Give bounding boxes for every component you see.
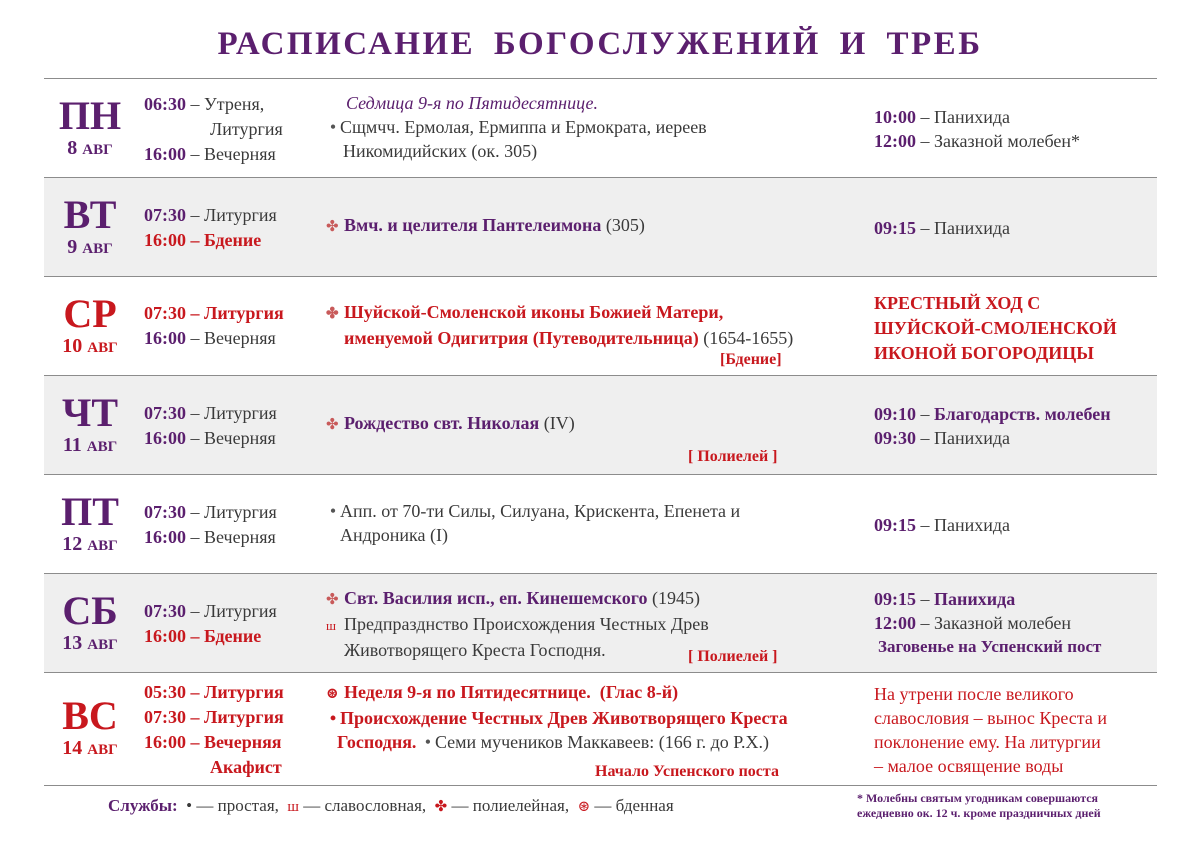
polyeleos-cross-icon: ✤ bbox=[326, 417, 339, 433]
fast-start-note: Начало Успенского поста bbox=[595, 763, 779, 780]
day-label: ЧТ 11 АВГ bbox=[61, 390, 119, 456]
service-times: 07:30 – Литургия 16:00 – Вечерняя bbox=[144, 303, 284, 348]
feast-info: • Апп. от 70-ти Силы, Силуана, Крискента, Епенета и Андроника (I) bbox=[326, 499, 866, 547]
doxology-icon: ш bbox=[326, 618, 337, 633]
service-note: [ Полиелей ] bbox=[688, 448, 778, 465]
day-row-thu bbox=[44, 376, 1157, 474]
feast-info: ✤ Рождество свт. Николая (IV) bbox=[326, 411, 866, 437]
page-title: РАСПИСАНИЕ БОГОСЛУЖЕНИЙ И ТРЕБ bbox=[217, 26, 983, 62]
bullet-icon: • bbox=[329, 501, 337, 521]
day-label: ВТ 9 АВГ bbox=[63, 192, 117, 258]
service-note: [Бдение] bbox=[720, 351, 782, 368]
day-row-tue bbox=[44, 178, 1157, 276]
service-times: 07:30 – Литургия 16:00 – Вечерняя bbox=[144, 502, 277, 547]
week-title: Седмица 9-я по Пятидесятнице. bbox=[346, 93, 599, 113]
footnote: * Молебны святым угодникам совершаются ежедневно ок. 12 ч. кроме праздничных дней bbox=[857, 791, 1101, 820]
day-row-mon bbox=[44, 79, 1157, 177]
fast-eve-note: Заговенье на Успенский пост bbox=[878, 637, 1102, 656]
day-label bbox=[44, 95, 136, 161]
feast-info: ⊛ Неделя 9-я по Пятидесятнице. (Глас 8-й) • Происхождение Честных Древ Животворящего Креста Господня. • Семи мучеников Маккавеев: (166 г. до Р.Х.) bbox=[326, 682, 788, 752]
polyeleos-cross-icon: ✤ bbox=[326, 306, 339, 322]
procession-notice: КРЕСТНЫЙ ХОД С ШУЙСКОЙ-СМОЛЕНСКОЙ ИКОНОЙ БОГОРОДИЦЫ bbox=[874, 293, 1117, 363]
bullet-icon: • bbox=[186, 796, 193, 815]
day-name: ПН bbox=[58, 93, 122, 138]
extra-services: 09:10 – Благодарств. молебен 09:30 – Панихида bbox=[874, 404, 1111, 448]
sunday-notes: На утрени после великого славословия – вынос Креста и поклонение ему. На литургии – малое освящение воды bbox=[874, 684, 1107, 776]
extra-services: 09:15 – Панихида 12:00 – Заказной молебен Заговенье на Успенский пост bbox=[874, 587, 1164, 659]
service-legend: Службы: • — простая, ш — славословная, ✤ — полиелейная, ⊛ — бденная bbox=[108, 796, 674, 815]
day-label: СР 10 АВГ bbox=[62, 291, 118, 357]
feast-info: ✤ Свт. Василия исп., еп. Кинешемского (1945) ш Предпразднство Происхождения Честных Древ Животворящего Креста Господня. bbox=[326, 588, 709, 660]
day-label: ВС 14 АВГ bbox=[62, 693, 118, 759]
day-row-fri bbox=[44, 475, 1157, 573]
vigil-cross-icon: ⊛ bbox=[577, 799, 591, 815]
extra-services: 09:15 – Панихида bbox=[874, 515, 1011, 535]
bullet-icon: • bbox=[329, 117, 337, 137]
polyeleos-cross-icon: ✤ bbox=[326, 592, 339, 608]
service-times: 05:30 – Литургия 07:30 – Литургия 16:00 – Вечерняя Акафист bbox=[144, 682, 284, 777]
polyeleos-cross-icon: ✤ bbox=[326, 219, 339, 235]
day-label: СБ 13 АВГ bbox=[62, 588, 118, 654]
service-times: 06:30 – Утреня, Литургия 16:00 – Вечерняя bbox=[144, 94, 283, 164]
day-date: 8 АВГ bbox=[67, 137, 113, 159]
service-times: 07:30 – Литургия 16:00 – Бдение bbox=[144, 601, 277, 646]
extra-services: 10:00 – Панихида 12:00 – Заказной молебен* bbox=[874, 107, 1081, 151]
day-label: ПТ 12 АВГ bbox=[61, 489, 119, 555]
service-note: [ Полиелей ] bbox=[688, 648, 778, 665]
day-row-sun bbox=[44, 673, 1157, 785]
day-row-wed bbox=[44, 277, 1157, 375]
feast-info: Седмица 9-я по Пятидесятнице. • Сщмчч. Ермолая, Ермиппа и Ермократа, иереев Никомидийских (ок. 305) bbox=[326, 91, 866, 163]
extra-services: 09:15 – Панихида bbox=[874, 218, 1011, 238]
feast-info: ✤ Шуйской-Смоленской иконы Божией Матери, именуемой Одигитрия (Путеводительница) (1654-1655) bbox=[326, 302, 794, 348]
service-times: 07:30 – Литургия 16:00 – Вечерняя bbox=[144, 403, 277, 448]
service-times: 07:30 – Литургия 16:00 – Бдение bbox=[144, 205, 277, 250]
feast-info: ✤ Вмч. и целителя Пантелеимона (305) bbox=[326, 213, 866, 239]
divider bbox=[44, 785, 1157, 786]
bullet-icon: • bbox=[329, 708, 337, 728]
polyeleos-cross-icon: ✤ bbox=[434, 799, 448, 815]
vigil-cross-icon: ⊛ bbox=[326, 686, 339, 702]
doxology-icon: ш bbox=[287, 799, 299, 815]
day-row-sat bbox=[44, 574, 1157, 672]
